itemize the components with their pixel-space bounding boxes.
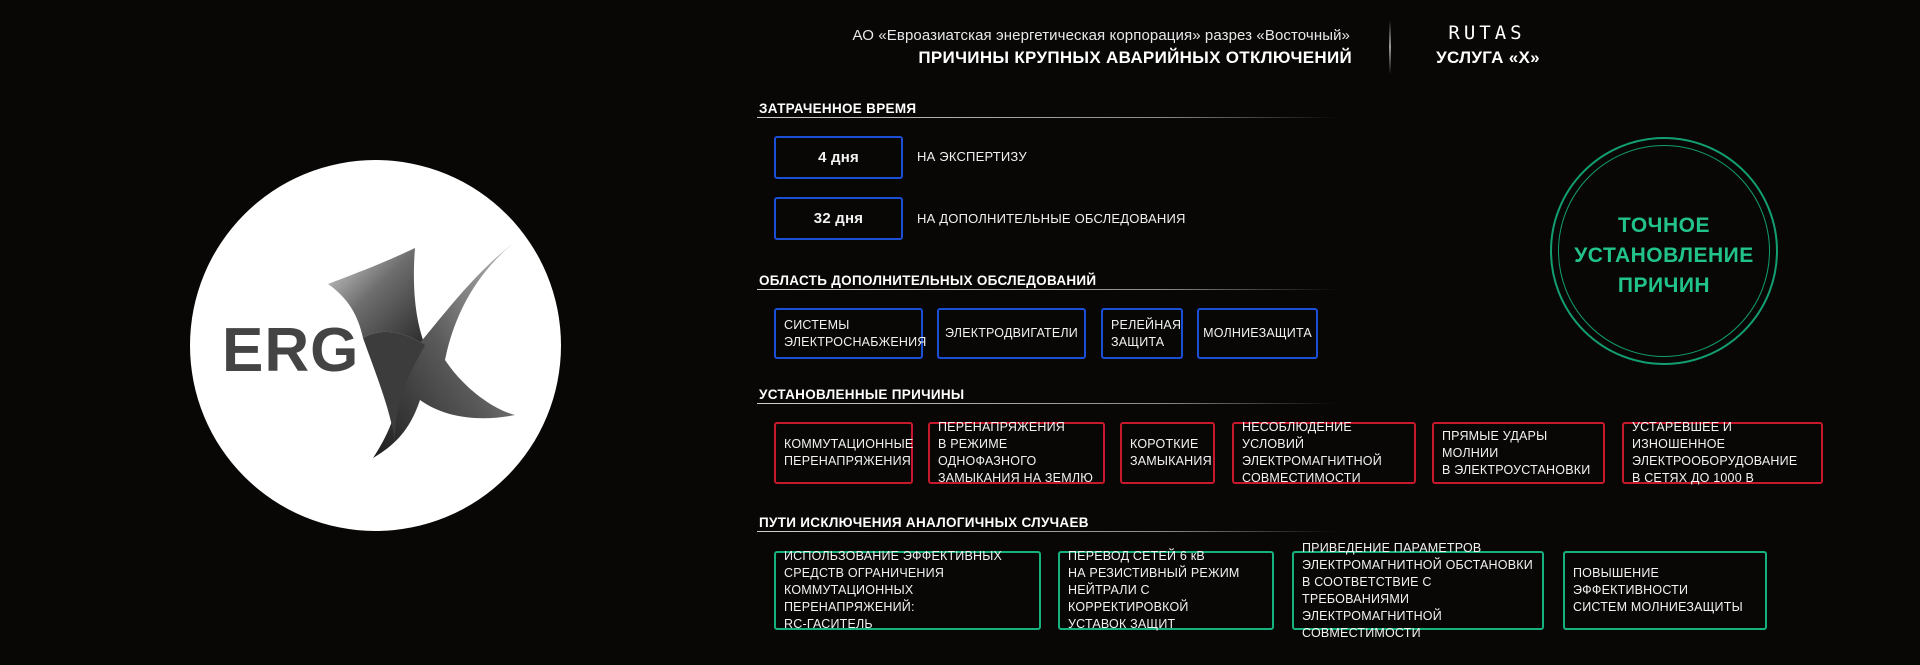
section-title-solutions: ПУТИ ИСКЛЮЧЕНИЯ АНАЛОГИЧНЫХ СЛУЧАЕВ xyxy=(759,515,1089,530)
service-name: УСЛУГА «Х» xyxy=(1436,48,1540,67)
header-divider xyxy=(1389,20,1391,74)
badge-text xyxy=(1550,211,1778,301)
section-title-scope: ОБЛАСТЬ ДОПОЛНИТЕЛЬНЫХ ОБСЛЕДОВАНИЙ xyxy=(759,273,1097,288)
scope-item: МОЛНИЕЗАЩИТА xyxy=(1197,308,1318,359)
section-title-causes: УСТАНОВЛЕННЫЕ ПРИЧИНЫ xyxy=(759,387,965,402)
company-name: АО «Евроазиатская энергетическая корпорация» разрез «Восточный» xyxy=(852,27,1350,44)
section-underline xyxy=(757,531,1337,532)
logo-text: ERG xyxy=(222,316,360,385)
scope-item: РЕЛЕЙНАЯ ЗАЩИТА xyxy=(1101,308,1183,359)
section-title-time: ЗАТРАЧЕННОЕ ВРЕМЯ xyxy=(759,101,917,116)
scope-item: СИСТЕМЫ ЭЛЕКТРОСНАБЖЕНИЯ xyxy=(774,308,923,359)
solution-item: ПЕРЕВОД СЕТЕЙ 6 кВ НА РЕЗИСТИВНЫЙ РЕЖИМ НЕЙТРАЛИ С КОРРЕКТИРОВКОЙ УСТАВОК ЗАЩИТ xyxy=(1058,551,1274,630)
time-label-additional: НА ДОПОЛНИТЕЛЬНЫЕ ОБСЛЕДОВАНИЯ xyxy=(917,211,1186,226)
cause-item: ПРЯМЫЕ УДАРЫ МОЛНИИ В ЭЛЕКТРОУСТАНОВКИ xyxy=(1432,422,1605,484)
time-value-additional: 32 дня xyxy=(774,197,903,240)
brand-logo: RUTAS xyxy=(1448,22,1526,44)
solution-item: ИСПОЛЬЗОВАНИЕ ЭФФЕКТИВНЫХ СРЕДСТВ ОГРАНИЧЕНИЯ КОММУТАЦИОННЫХ ПЕРЕНАПРЯЖЕНИЙ: RC-ГАСИТЕЛЬ xyxy=(774,551,1041,630)
solution-item: ПРИВЕДЕНИЕ ПАРАМЕТРОВ ЭЛЕКТРОМАГНИТНОЙ ОБСТАНОВКИ В СООТВЕТСТВИЕ С ТРЕБОВАНИЯМИ ЭЛЕКТРОМАГНИТНОЙ СОВМЕСТИМОСТИ xyxy=(1292,551,1544,630)
time-value-expertise: 4 дня xyxy=(774,136,903,179)
badge-label: ТОЧНОЕ УСТАНОВЛЕНИЕ ПРИЧИН xyxy=(1574,214,1754,297)
cause-item: НЕСОБЛЮДЕНИЕ УСЛОВИЙ ЭЛЕКТРОМАГНИТНОЙ СОВМЕСТИМОСТИ xyxy=(1232,422,1416,484)
cause-item: КОРОТКИЕ ЗАМЫКАНИЯ xyxy=(1120,422,1215,484)
scope-item: ЭЛЕКТРОДВИГАТЕЛИ xyxy=(937,308,1086,359)
solution-item: ПОВЫШЕНИЕ ЭФФЕКТИВНОСТИ СИСТЕМ МОЛНИЕЗАЩИТЫ xyxy=(1563,551,1767,630)
section-underline xyxy=(757,403,1337,404)
section-underline xyxy=(757,117,1337,118)
time-label-expertise: НА ЭКСПЕРТИЗУ xyxy=(917,149,1027,164)
cause-item: ПЕРЕНАПРЯЖЕНИЯ В РЕЖИМЕ ОДНОФАЗНОГО ЗАМЫКАНИЯ НА ЗЕМЛЮ xyxy=(928,422,1105,484)
cause-item: КОММУТАЦИОННЫЕ ПЕРЕНАПРЯЖЕНИЯ xyxy=(774,422,913,484)
cause-item: УСТАРЕВШЕЕ И ИЗНОШЕННОЕ ЭЛЕКТРООБОРУДОВАНИЕ В СЕТЯХ ДО 1000 В xyxy=(1622,422,1823,484)
page-title: ПРИЧИНЫ КРУПНЫХ АВАРИЙНЫХ ОТКЛЮЧЕНИЙ xyxy=(918,48,1352,67)
section-underline xyxy=(757,289,1337,290)
